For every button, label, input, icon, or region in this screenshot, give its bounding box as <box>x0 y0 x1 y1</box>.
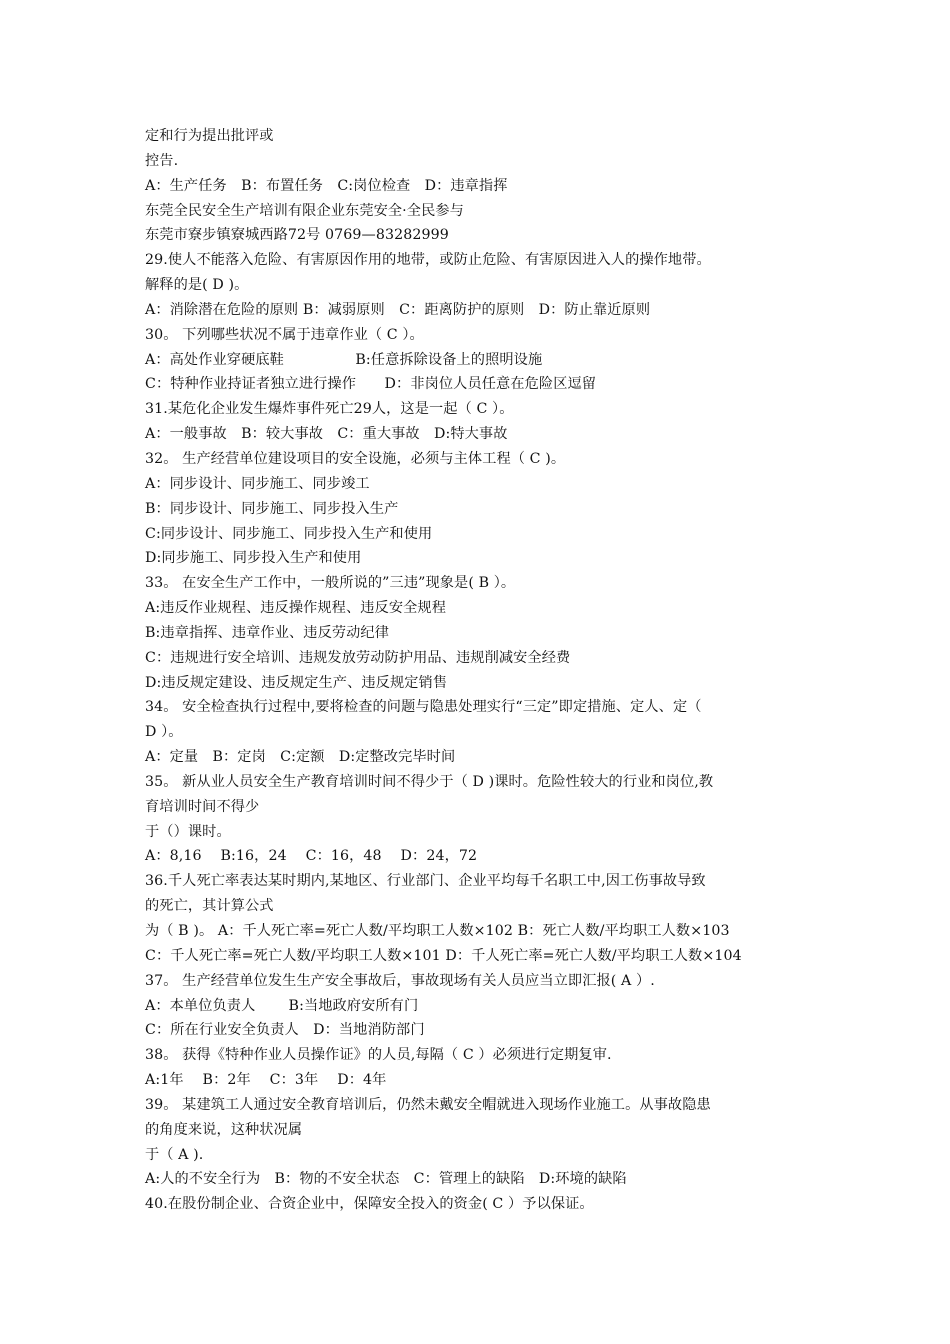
text-line: 于（ A ). <box>145 1146 204 1163</box>
text-line: C:同步设计、同步施工、同步投入生产和使用 <box>145 525 433 542</box>
text-line: A：定量 B：定岗 C:定额 D:定整改完毕时间 <box>145 749 456 766</box>
text-line: 37。 生产经营单位发生生产安全事故后，事故现场有关人员应当立即汇报( A ）. <box>145 972 655 989</box>
text-line: 38。 获得《特种作业人员操作证》的人员,每隔（ C ）必须进行定期复审. <box>145 1047 612 1064</box>
text-line: C：千人死亡率=死亡人数/平均职工人数×101 D：千人死亡率=死亡人数/平均职工人数×104 <box>145 947 742 964</box>
text-line: 解释的是( D )。 <box>145 277 249 294</box>
text-line: 育培训时间不得少 <box>145 798 260 815</box>
text-line: D ）。 <box>145 724 183 741</box>
text-line: 32。 生产经营单位建设项目的安全设施，必须与主体工程（ C )。 <box>145 450 566 467</box>
text-line: 于（）课时。 <box>145 823 231 840</box>
text-line: 31.某危化企业发生爆炸事件死亡29人，这是一起（ C ）。 <box>145 401 514 418</box>
text-line: A:违反作业规程、违反操作规程、违反安全规程 <box>145 600 446 617</box>
text-line: 34。 安全检查执行过程中,要将检查的问题与隐患处理实行“三定”即定措施、定人、定（ <box>145 699 702 716</box>
text-line: B:违章指挥、违章作业、违反劳动纪律 <box>145 624 390 641</box>
text-line: A：高处作业穿硬底鞋 B:任意拆除设备上的照明设施 <box>145 351 543 368</box>
text-line: A:人的不安全行为 B：物的不安全状态 C：管理上的缺陷 D:环境的缺陷 <box>145 1171 627 1188</box>
text-line: D:同步施工、同步投入生产和使用 <box>145 550 362 567</box>
text-line: 的死亡，其计算公式 <box>145 898 274 915</box>
text-line: 29.使人不能落入危险、有害原因作用的地带，或防止危险、有害原因进入人的操作地带。 <box>145 252 711 269</box>
text-line: D:违反规定建设、违反规定生产、违反规定销售 <box>145 674 448 691</box>
text-line: 控告. <box>145 152 179 169</box>
text-line: 35。 新从业人员安全生产教育培训时间不得少于（ D )课时。危险性较大的行业和岗位,教 <box>145 773 714 790</box>
text-line: 39。 某建筑工人通过安全教育培训后，仍然未戴安全帽就进入现场作业施工。从事故隐患 <box>145 1096 711 1113</box>
text-line: 30。 下列哪些状况不属于违章作业（ C ）。 <box>145 326 424 343</box>
document-body <box>145 124 810 1217</box>
text-line: C：所在行业安全负责人 D：当地消防部门 <box>145 1022 425 1039</box>
text-line: 东莞全民安全生产培训有限企业东莞安全·全民参与 <box>145 202 464 219</box>
text-line: 为（ B )。 A：千人死亡率=死亡人数/平均职工人数×102 B：死亡人数/平均职工人数×103 <box>145 923 730 939</box>
text-line: A：同步设计、同步施工、同步竣工 <box>145 475 370 492</box>
text-line: A:1年 B：2年 C：3年 D：4年 <box>145 1072 387 1089</box>
text-line: A：本单位负责人 B:当地政府安所有门 <box>145 997 419 1014</box>
text-line: 的角度来说，这种状况属 <box>145 1121 303 1138</box>
text-line: 东莞市寮步镇寮城西路72号 0769—83282999 <box>145 227 449 244</box>
text-line: 33。 在安全生产工作中，一般所说的”三违”现象是( B ）。 <box>145 575 516 592</box>
text-line: 定和行为提出批评或 <box>145 128 274 144</box>
text-line: C：违规进行安全培训、违规发放劳动防护用品、违规削减安全经费 <box>145 649 571 666</box>
text-line: A：一般事故 B：较大事故 C：重大事故 D:特大事故 <box>145 426 508 443</box>
text-line: 40.在股份制企业、合资企业中，保障安全投入的资金( C ）予以保证。 <box>145 1196 594 1213</box>
text-line: A：生产任务 B：布置任务 C:岗位检查 D：违章指挥 <box>145 177 508 194</box>
text-line: B：同步设计、同步施工、同步投入生产 <box>145 500 399 517</box>
text-line: C：特种作业持证者独立进行操作 D：非岗位人员任意在危险区逗留 <box>145 376 597 393</box>
text-line: 36.千人死亡率表达某时期内,某地区、行业部门、企业平均每千名职工中,因工伤事故导致 <box>145 873 706 890</box>
text-line: A：消除潜在危险的原则 B：减弱原则 C：距离防护的原则 D：防止靠近原则 <box>145 301 651 318</box>
text-line: A：8,16 B:16，24 C：16，48 D：24，72 <box>145 848 478 865</box>
